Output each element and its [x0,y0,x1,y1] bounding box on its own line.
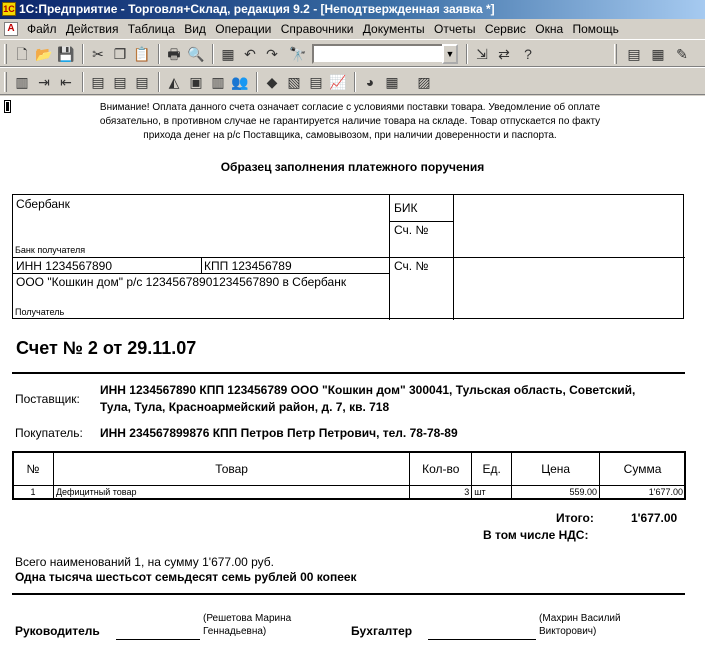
cell-cursor [4,100,11,113]
outgoing-icon[interactable]: ⇤ [60,74,72,90]
accountant-signature-line [428,639,536,640]
row-price: 559.00 [512,485,600,498]
amount-in-words: Одна тысяча шестьсот семьдесят семь рублей 00 копеек [15,570,357,584]
calculator-icon[interactable]: ▦ [221,46,235,62]
table-line [389,221,453,222]
table-line [389,257,685,258]
table-row[interactable] [13,485,686,498]
menu-file[interactable]: Файл [27,22,57,36]
toolbar-separator [354,72,356,92]
toolbar-separator [256,72,258,92]
summary-line: Всего наименований 1, на сумму 1'677.00 руб. [15,555,275,569]
buyer-value: ИНН 234567899876 КПП Петров Петр Петрович, тел. 78-78-89 [100,426,458,440]
payment-notice [40,101,660,143]
head-name [203,612,291,638]
goods-icon[interactable]: ◆ [266,74,278,90]
notice-line: обязательно, в противном случае не гарантируется наличие товара на складе. Товар отпускается по факту [99,116,601,127]
menu-documents[interactable]: Документы [362,22,425,36]
toolbar-separator [82,72,84,92]
divider [12,372,685,374]
copy-icon[interactable]: ❐ [113,46,127,62]
recipient-kpp: КПП 123456789 [204,259,292,273]
head-signature-label: Руководитель [15,624,100,638]
save-icon[interactable]: 💾 [57,46,75,62]
invoice-items-table [12,451,686,499]
redo-icon[interactable]: ↷ [266,46,278,62]
chevron-down-icon[interactable]: ▼ [442,44,458,64]
head-signature-line [116,639,200,640]
bank-caption: Банк получателя [15,245,86,255]
menu-actions[interactable]: Действия [65,22,119,36]
table-line [13,273,389,274]
invoice-title: Счет № 2 от 29.11.07 [16,338,197,358]
cut-icon[interactable]: ✂ [92,46,104,62]
col-number-header: № [13,452,54,485]
calendar-date-icon[interactable]: ▦ [385,74,399,90]
document-icon[interactable]: A [4,22,18,36]
toolbar-grip[interactable] [4,72,7,92]
title-bar[interactable] [0,0,705,19]
divider [12,593,685,595]
invoice-icon[interactable]: ▤ [91,74,105,90]
row-item: Дефицитный товар [53,485,409,498]
receipt-icon[interactable]: ▤ [135,74,149,90]
recipient-caption: Получатель [15,307,65,317]
accountant-signature-label: Бухгалтер [351,624,413,638]
account-label: Сч. № [394,223,429,237]
vat-label: В том числе НДС: [483,528,589,542]
row-sum: 1'677.00 [600,485,686,498]
help-icon[interactable]: ? [524,46,532,62]
menu-table[interactable]: Таблица [127,22,175,36]
head-name-line: Геннадьевна) [203,626,267,637]
supplier-line: ИНН 1234567890 КПП 123456789 ООО "Кошкин дом" 300041, Тульская область, Советский, [100,383,636,397]
menu-view[interactable]: Вид [184,22,206,36]
toolbar-separator [466,44,468,64]
toolbar-grip[interactable] [4,44,7,64]
app-logo-icon: 1С [3,4,15,14]
notice-line: прихода денег на р/с Поставщика, самовывозом, при наличии доверенности и паспорта. [143,130,557,141]
product-box-icon[interactable]: ▧ [287,74,301,90]
supplier-value [100,382,635,416]
document-sheet[interactable] [0,96,705,651]
total-label: Итого: [556,511,594,525]
head-name-line: (Решетова Марина [203,613,292,624]
ledger-icon[interactable]: ▥ [211,74,225,90]
col-item-header: Товар [53,452,409,485]
document-toolbar [0,67,705,95]
notice-line: Внимание! Оплата данного счета означает согласие с условиями поставки товара. Уведомление об оплате [99,102,601,113]
menu-operations[interactable]: Операции [215,22,272,36]
menu-windows[interactable]: Окна [535,22,564,36]
waybill-icon[interactable]: ▤ [113,74,127,90]
menu-references[interactable]: Справочники [280,22,354,36]
menu-help[interactable]: Помощь [572,22,619,36]
accountant-name-line: Викторович) [539,626,597,637]
col-unit-header: Ед. [472,452,512,485]
toolbar-separator [82,44,84,64]
payment-order-sample [12,194,684,319]
print-icon[interactable]: 🖶 [167,46,181,62]
accountant-name-line: (Махрин Василий [539,613,621,624]
col-sum-header: Сумма [600,452,686,485]
standard-toolbar [0,39,705,67]
search-combo[interactable] [312,44,458,64]
buyer-label: Покупатель: [15,426,83,440]
cash-register-icon[interactable]: ▣ [189,74,203,90]
menu-bar [0,19,705,39]
toolbar-separator [158,44,160,64]
total-value: 1'677.00 [631,511,678,525]
toolbar-separator [212,44,214,64]
chart-report-icon[interactable]: 📈 [329,74,347,90]
row-number: 1 [13,485,54,498]
table-line [201,257,202,273]
open-folder-icon[interactable]: 📂 [35,46,53,62]
calendar-icon[interactable]: ▦ [651,46,665,62]
supplier-line: Тула, Тула, Красноармейский район, д. 7, кв. 718 [100,400,390,414]
undo-icon[interactable]: ↶ [244,46,256,62]
payment-sample-title: Образец заполнения платежного поручения [220,160,485,174]
print-preview-icon[interactable]: 🔍 [187,46,205,62]
journal-icon[interactable]: ▥ [15,74,29,90]
recipient-inn: ИНН 1234567890 [16,259,113,273]
table-line [453,195,454,320]
menu-service[interactable]: Сервис [484,22,526,36]
row-qty: 3 [410,485,472,498]
money-bag-icon[interactable]: ◭ [168,74,180,90]
recipient-account-label: Сч. № [394,259,429,273]
col-qty-header: Кол-во [410,452,472,485]
settings-icon[interactable]: ▨ [417,74,431,90]
report-icon[interactable]: ▤ [309,74,323,90]
supplier-label: Поставщик: [15,392,80,406]
table-header-row [13,452,686,485]
menu-reports[interactable]: Отчеты [433,22,476,36]
toolbar-separator [158,72,160,92]
incoming-icon[interactable]: ⇥ [38,74,50,90]
paste-icon[interactable]: 📋 [133,46,151,62]
find-icon[interactable]: 🔭 [289,46,307,62]
globe-icon[interactable]: ◕ [365,74,375,90]
find-next-icon[interactable]: ⇲ [476,46,488,62]
people-icon[interactable]: 👥 [231,74,249,90]
accountant-name [539,612,621,638]
recipient-name: ООО "Кошкин дом" р/с 12345678901234567890 в Сбербанк [16,275,347,289]
window-title: 1С:Предприятие - Торговля+Склад, редакция 9.2 - [Неподтвержденная заявка *] [19,2,495,16]
row-unit: шт [472,485,512,498]
col-price-header: Цена [512,452,600,485]
table-line [389,195,390,320]
replace-icon[interactable]: ⇄ [498,46,510,62]
toolbar-grip[interactable] [614,44,617,64]
bik-label: БИК [394,201,418,215]
wizard-icon[interactable]: ✎ [676,46,688,62]
calculator-panel-icon[interactable]: ▤ [627,46,641,62]
bank-name: Сбербанк [16,197,70,211]
new-document-icon[interactable]: 🗋 [16,46,28,62]
